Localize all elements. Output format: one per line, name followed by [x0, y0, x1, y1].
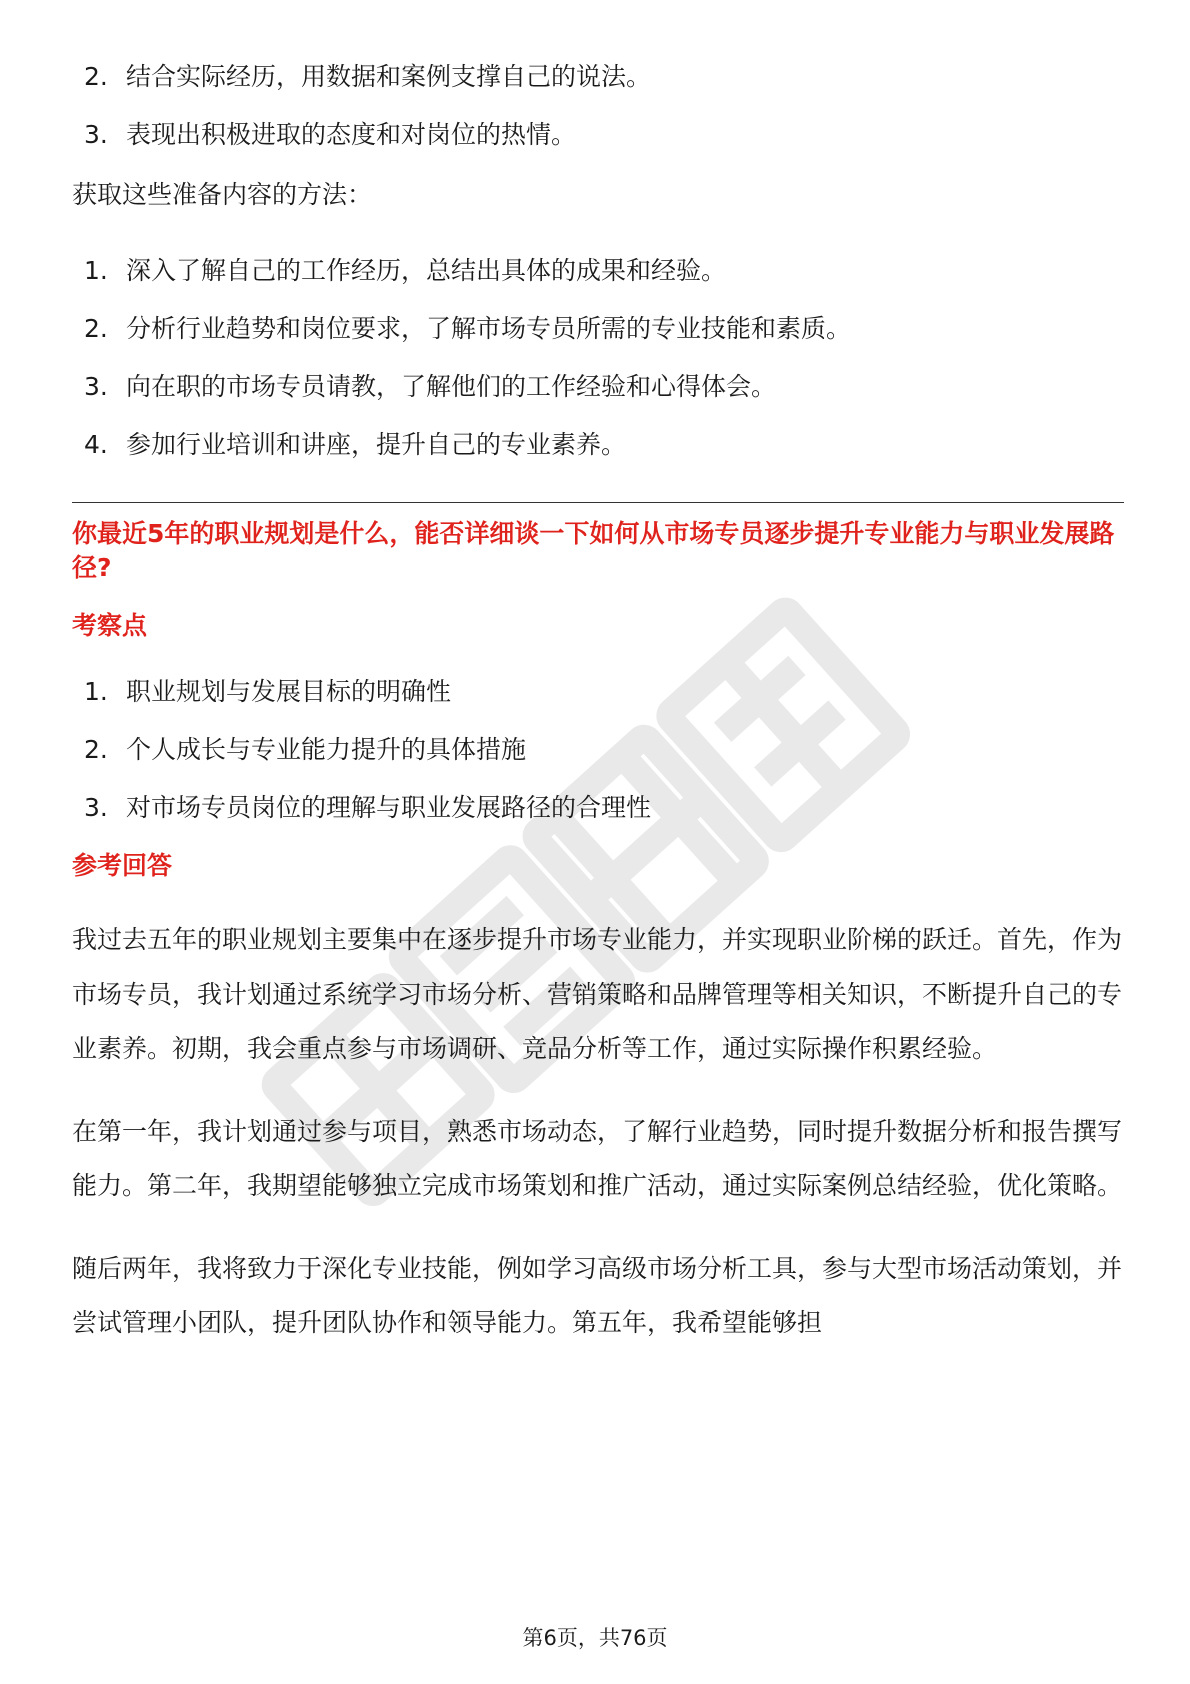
list-item [72, 677, 1124, 707]
list-number: 4. [84, 430, 108, 459]
methods-list [72, 256, 1124, 460]
list-item [72, 793, 1124, 823]
list-number: 3. [84, 120, 108, 149]
list-text: 对市场专员岗位的理解与职业发展路径的合理性 [126, 793, 652, 822]
list-number: 3. [84, 793, 108, 822]
answer-paragraph: 我过去五年的职业规划主要集中在逐步提升市场专业能力，并实现职业阶梯的跃迁。首先，作为市场专员，我计划通过系统学习市场分析、营销策略和品牌管理等相关知识，不断提升自己的专业素养。初期，我会重点参与市场调研、竞品分析等工作，通过实际操作积累经验。 [72, 925, 1123, 1063]
list-number: 2. [84, 735, 108, 764]
list-text: 结合实际经历，用数据和案例支撑自己的说法。 [126, 62, 652, 91]
list-item [72, 372, 1124, 402]
previous-points-list [72, 62, 1124, 150]
list-text: 分析行业趋势和岗位要求，了解市场专员所需的专业技能和素质。 [126, 314, 852, 343]
list-text: 向在职的市场专员请教，了解他们的工作经验和心得体会。 [126, 372, 777, 401]
list-number: 3. [84, 372, 108, 401]
list-text: 深入了解自己的工作经历，总结出具体的成果和经验。 [126, 256, 727, 285]
list-text: 职业规划与发展目标的明确性 [126, 677, 452, 706]
answer-heading: 参考回答 [72, 851, 173, 880]
list-text: 参加行业培训和讲座，提升自己的专业素养。 [126, 430, 627, 459]
list-item [72, 314, 1124, 344]
section-divider [72, 502, 1124, 503]
assessment-list [72, 677, 1124, 823]
list-item [72, 256, 1124, 286]
list-item [72, 62, 1124, 92]
list-number: 2. [84, 314, 108, 343]
interview-question: 你最近5年的职业规划是什么，能否详细谈一下如何从市场专员逐步提升专业能力与职业发展路径? [72, 519, 1115, 582]
document-content [72, 62, 1124, 1379]
assessment-heading: 考察点 [72, 611, 148, 640]
list-text: 表现出积极进取的态度和对岗位的热情。 [126, 120, 577, 149]
list-item [72, 735, 1124, 765]
list-item [72, 120, 1124, 150]
list-number: 2. [84, 62, 108, 91]
list-text: 个人成长与专业能力提升的具体措施 [126, 735, 527, 764]
methods-heading: 获取这些准备内容的方法： [72, 180, 373, 209]
answer-paragraph: 随后两年，我将致力于深化专业技能，例如学习高级市场分析工具，参与大型市场活动策划，并尝试管理小团队，提升团队协作和领导能力。第五年，我希望能够担 [72, 1253, 1123, 1337]
page-number-footer: 第6页，共76页 [522, 1626, 668, 1650]
list-number: 1. [84, 677, 108, 706]
list-number: 1. [84, 256, 108, 285]
answer-paragraph: 在第一年，我计划通过参与项目，熟悉市场动态，了解行业趋势，同时提升数据分析和报告撰写能力。第二年，我期望能够独立完成市场策划和推广活动，通过实际案例总结经验，优化策略。 [72, 1116, 1123, 1200]
list-item [72, 430, 1124, 460]
